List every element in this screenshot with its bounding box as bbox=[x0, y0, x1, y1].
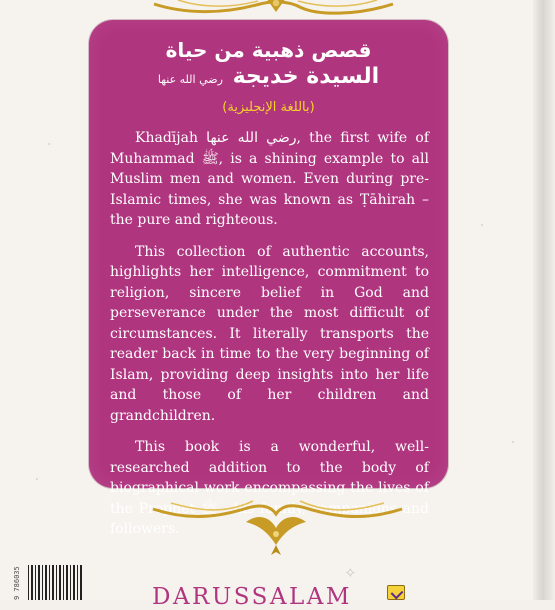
title-description-panel bbox=[89, 20, 448, 537]
publisher-logo-icon bbox=[387, 585, 405, 600]
arabic-title-name: السيدة خديجة bbox=[232, 64, 380, 89]
publisher-name: DARUSSALAM bbox=[152, 584, 352, 610]
top-gold-ornament-icon bbox=[0, 0, 555, 16]
barcode bbox=[28, 565, 83, 600]
arabic-title-line-2 bbox=[89, 64, 448, 89]
bottom-gold-ornament-icon bbox=[0, 495, 555, 560]
paper-speck bbox=[512, 441, 514, 443]
star-icon: ✧ bbox=[344, 564, 357, 582]
paper-speck bbox=[48, 143, 50, 145]
barcode-number: 9 786035 bbox=[13, 566, 21, 600]
arabic-language-note: (باللغة الإنجليزية) bbox=[222, 100, 315, 115]
description-paragraph-1: Khadījah رضي الله عنها, the first wife of Muhammad ﷺ, is a shining example to all Muslim men and women. Even during pre-Islamic times, she was known as Ṭāhirah – the pure and righteous. bbox=[110, 130, 430, 228]
arabic-honorific: رضي الله عنها bbox=[157, 73, 223, 86]
paper-speck bbox=[481, 224, 483, 226]
description-paragraph-3: This book is a wonderful, well-researched addition to the body of biographical work encompassing the lives of the Prophet ﷺ , his family, companions and followers. bbox=[110, 439, 429, 537]
description-paragraph-2: This collection of authentic accounts, highlights her intelligence, commitment to religion, sincere belief in God and perseverance under the most difficult of circumstances. It literally transports the reader back in time to the very beginning of Islam, providing deep insights into her life and those of her children and grandchildren. bbox=[110, 243, 429, 424]
paper-speck bbox=[36, 478, 38, 480]
arabic-title-line-1: قصص ذهبية من حياة bbox=[165, 38, 372, 62]
book-description bbox=[110, 128, 429, 540]
